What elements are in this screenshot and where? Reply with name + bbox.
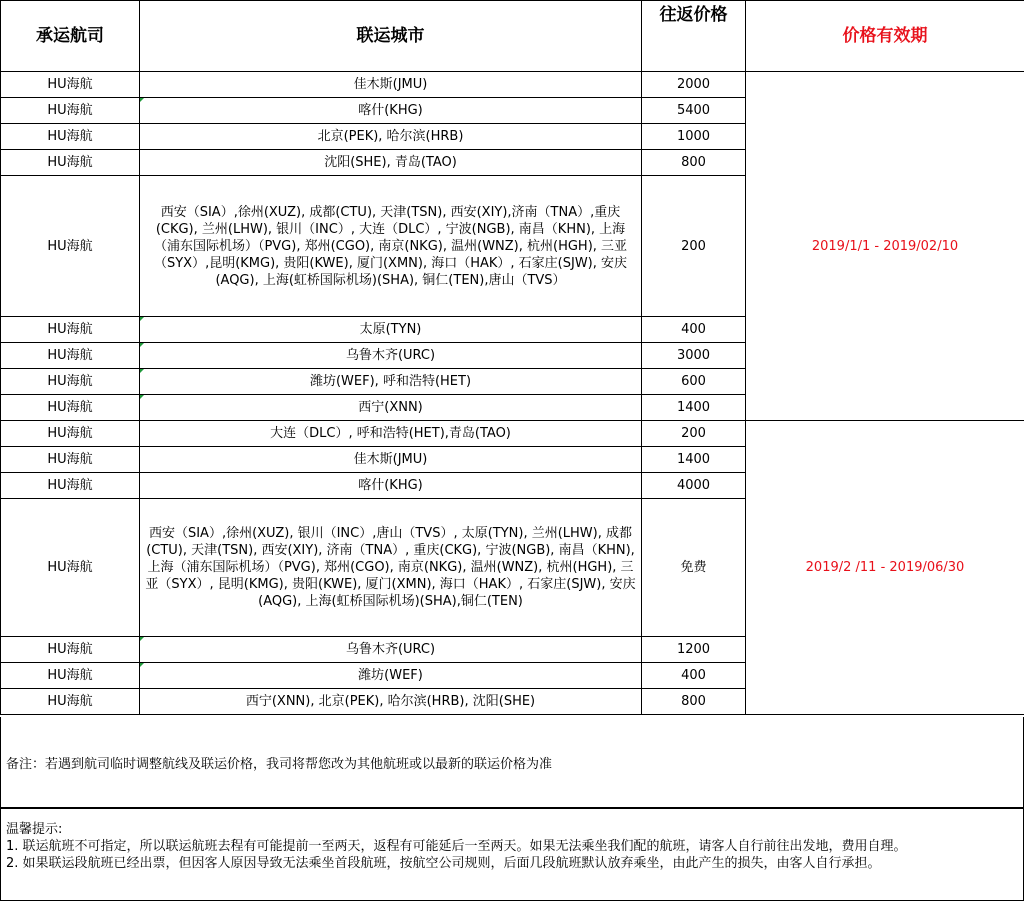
cities-cell[interactable]: 西宁(XNN), 北京(PEK), 哈尔滨(HRB), 沈阳(SHE) [140, 689, 642, 715]
tips-line-2: 2. 如果联运段航班已经出票，但因客人原因导致无法乘坐首段航班，按航空公司规则，后面几段航班默认放弃乘坐，由此产生的损失，由客人自行承担。 [6, 855, 1016, 872]
cities-cell[interactable]: 喀什(KHG) [140, 473, 642, 499]
tips-title: 温馨提示: [6, 821, 1016, 838]
cities-cell[interactable]: 佳木斯(JMU) [140, 447, 642, 473]
cities-cell[interactable]: 太原(TYN) [140, 317, 642, 343]
carrier-cell[interactable]: HU海航 [1, 150, 140, 176]
cities-cell[interactable]: 西安（SIA）,徐州(XUZ), 成都(CTU), 天津(TSN), 西安(XIY),济南（TNA）,重庆(CKG), 兰州(LHW), 银川（INC）, 大连（DLC）, 宁波(NGB), 南昌（KHN), 上海（浦东国际机场）（PVG), 郑州(CGO), 南京(NKG), 温州(WNZ), 杭州(HGH), 三亚（SYX）,昆明(KMG), 贵阳(KWE), 厦门(XMN), 海口（HAK）, 石家庄(SJW), 安庆(AQG), 上海(虹桥国际机场)(SHA), 铜仁(TEN),唐山（TVS） [140, 176, 642, 317]
price-cell[interactable]: 1400 [642, 447, 746, 473]
price-cell[interactable]: 200 [642, 176, 746, 317]
carrier-cell[interactable]: HU海航 [1, 176, 140, 317]
note-section [0, 717, 1024, 808]
tips-content[interactable] [6, 821, 1016, 872]
header-row [1, 1, 1024, 72]
tips-section [0, 808, 1024, 901]
carrier-cell[interactable]: HU海航 [1, 395, 140, 421]
validity-cell-1[interactable]: 2019/1/1 - 2019/02/10 [746, 72, 1024, 421]
carrier-cell[interactable]: HU海航 [1, 369, 140, 395]
carrier-cell[interactable]: HU海航 [1, 499, 140, 637]
note-text[interactable]: 备注：若遇到航司临时调整航线及联运价格，我司将帮您改为其他航班或以最新的联运价格为准 [6, 756, 552, 773]
header-price: 往返价格 [642, 1, 746, 72]
price-cell[interactable]: 1000 [642, 124, 746, 150]
price-cell[interactable]: 3000 [642, 343, 746, 369]
price-cell[interactable]: 2000 [642, 72, 746, 98]
price-cell[interactable]: 200 [642, 421, 746, 447]
price-cell[interactable]: 600 [642, 369, 746, 395]
carrier-cell[interactable]: HU海航 [1, 637, 140, 663]
cities-cell[interactable]: 佳木斯(JMU) [140, 72, 642, 98]
carrier-cell[interactable]: HU海航 [1, 689, 140, 715]
tips-line-1: 1. 联运航班不可指定，所以联运航班去程有可能提前一至两天，返程有可能延后一至两天。如果无法乘坐我们配的航班，请客人自行前往出发地，费用自理。 [6, 838, 1016, 855]
cities-cell[interactable]: 北京(PEK), 哈尔滨(HRB) [140, 124, 642, 150]
cities-cell[interactable]: 西安（SIA）,徐州(XUZ), 银川（INC）,唐山（TVS）, 太原(TYN), 兰州(LHW), 成都(CTU), 天津(TSN), 西安(XIY), 济南（TNA）, 重庆(CKG), 宁波(NGB), 南昌（KHN), 上海（浦东国际机场）（PVG), 郑州(CGO), 南京(NKG), 温州(WNZ), 杭州(HGH), 三亚（SYX）, 昆明(KMG), 贵阳(KWE), 厦门(XMN), 海口（HAK）, 石家庄(SJW), 安庆(AQG), 上海(虹桥国际机场)(SHA),铜仁(TEN) [140, 499, 642, 637]
table-row [1, 421, 1024, 447]
price-cell[interactable]: 1400 [642, 395, 746, 421]
cities-cell[interactable]: 西宁(XNN) [140, 395, 642, 421]
carrier-cell[interactable]: HU海航 [1, 124, 140, 150]
table-row [1, 72, 1024, 98]
cities-cell[interactable]: 沈阳(SHE), 青岛(TAO) [140, 150, 642, 176]
cities-cell[interactable]: 潍坊(WEF), 呼和浩特(HET) [140, 369, 642, 395]
carrier-cell[interactable]: HU海航 [1, 663, 140, 689]
validity-cell-2[interactable]: 2019/2 /11 - 2019/06/30 [746, 421, 1024, 715]
price-cell[interactable]: 400 [642, 317, 746, 343]
carrier-cell[interactable]: HU海航 [1, 343, 140, 369]
carrier-cell[interactable]: HU海航 [1, 421, 140, 447]
header-cities: 联运城市 [140, 1, 642, 72]
cities-cell[interactable]: 喀什(KHG) [140, 98, 642, 124]
price-cell[interactable]: 5400 [642, 98, 746, 124]
price-cell[interactable]: 1200 [642, 637, 746, 663]
header-validity: 价格有效期 [746, 1, 1024, 72]
price-cell[interactable]: 400 [642, 663, 746, 689]
carrier-cell[interactable]: HU海航 [1, 72, 140, 98]
cities-cell[interactable]: 乌鲁木齐(URC) [140, 343, 642, 369]
price-cell[interactable]: 4000 [642, 473, 746, 499]
cities-cell[interactable]: 乌鲁木齐(URC) [140, 637, 642, 663]
cities-cell[interactable]: 潍坊(WEF) [140, 663, 642, 689]
price-cell[interactable]: 免费 [642, 499, 746, 637]
header-carrier: 承运航司 [1, 1, 140, 72]
carrier-cell[interactable]: HU海航 [1, 317, 140, 343]
price-cell[interactable]: 800 [642, 150, 746, 176]
carrier-cell[interactable]: HU海航 [1, 98, 140, 124]
cities-cell[interactable]: 大连（DLC）, 呼和浩特(HET),青岛(TAO) [140, 421, 642, 447]
price-cell[interactable]: 800 [642, 689, 746, 715]
carrier-cell[interactable]: HU海航 [1, 473, 140, 499]
carrier-cell[interactable]: HU海航 [1, 447, 140, 473]
